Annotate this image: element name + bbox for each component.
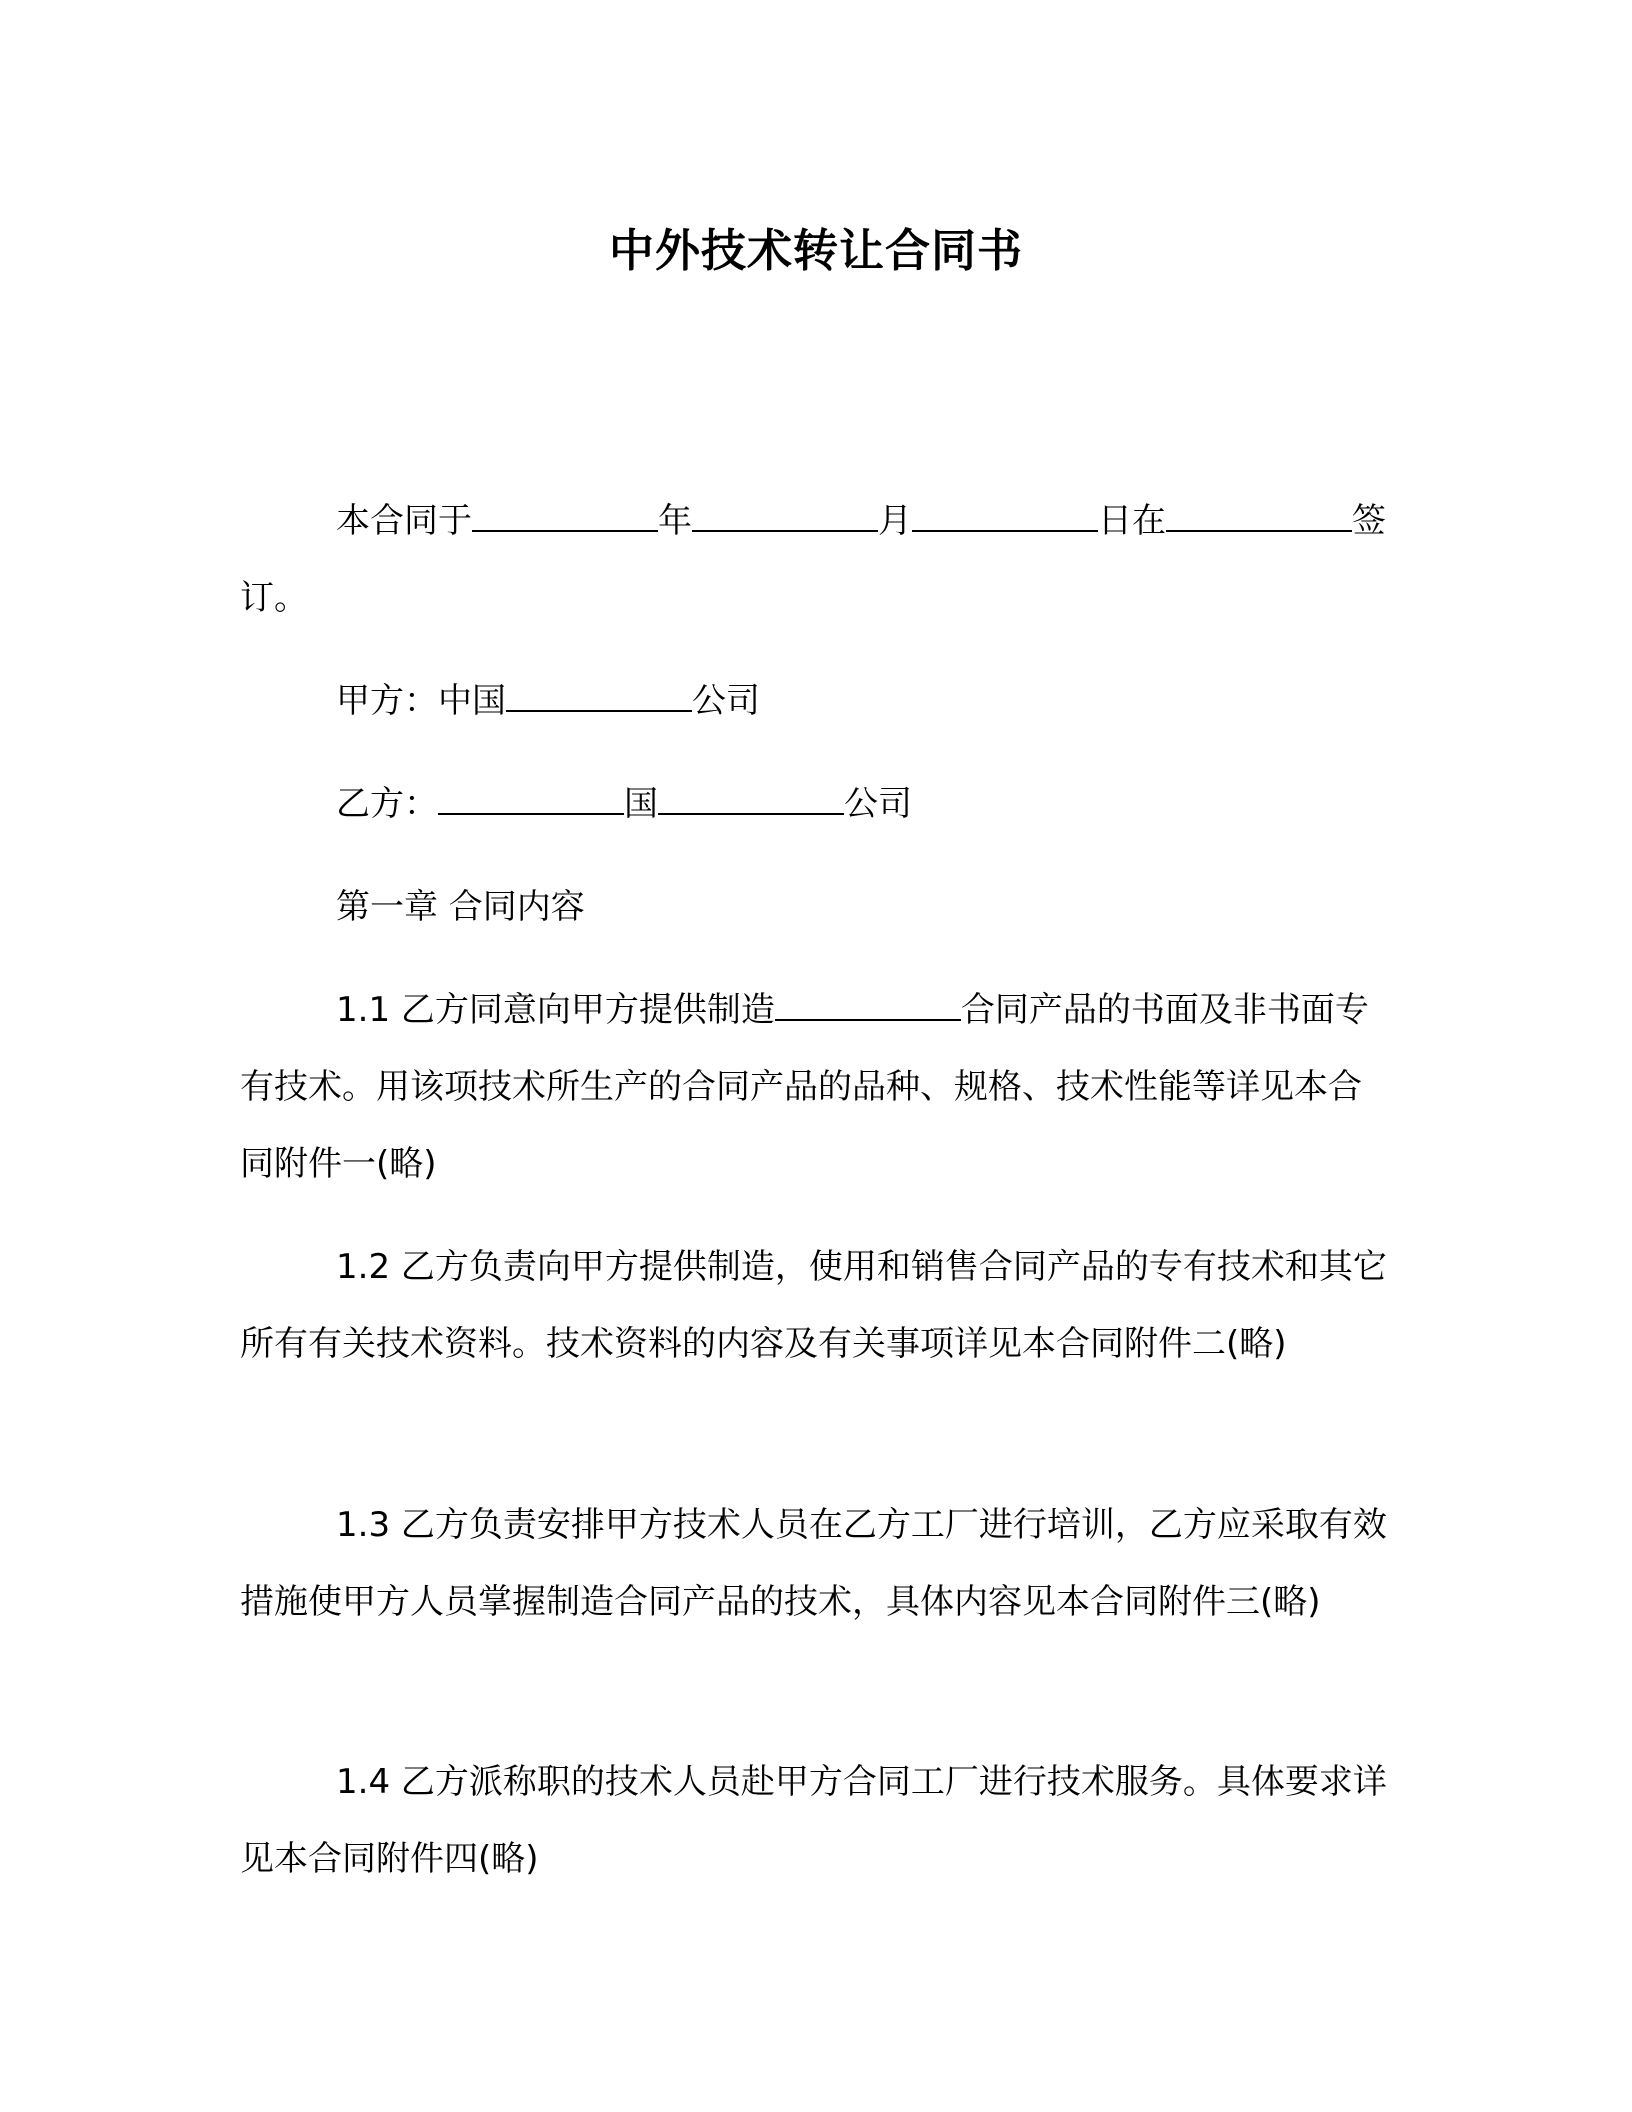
party-b-suffix: 公司 xyxy=(844,784,912,824)
party-b-country-blank xyxy=(438,785,624,815)
clause-1-1 xyxy=(240,972,1392,1203)
party-b-country-label: 国 xyxy=(624,784,658,824)
signing-suffix: 签订。 xyxy=(240,501,1386,618)
signing-month-label: 月 xyxy=(878,501,912,541)
clause-1-3: 1.3 乙方负责安排甲方技术人员在乙方工厂进行培训，乙方应采取有效措施使甲方人员掌握制造合同产品的技术，具体内容见本合同附件三(略) xyxy=(240,1505,1387,1622)
clause-1-1-prefix: 1.1 乙方同意向甲方提供制造 xyxy=(336,990,775,1030)
party-a-line xyxy=(336,663,760,740)
party-b-prefix: 乙方： xyxy=(336,784,438,824)
signing-month-blank xyxy=(692,502,878,532)
signing-day-at-label: 日在 xyxy=(1098,501,1166,541)
party-a-prefix: 甲方：中国 xyxy=(336,681,506,721)
signing-statement xyxy=(240,483,1392,637)
party-b-line xyxy=(336,766,912,843)
chapter-1-heading: 第一章 合同内容 xyxy=(336,887,585,927)
signing-prefix: 本合同于 xyxy=(336,501,472,541)
clause-1-1-blank xyxy=(775,991,961,1021)
signing-day-blank xyxy=(912,502,1098,532)
party-b-name-blank xyxy=(658,785,844,815)
clause-1-4: 1.4 乙方派称职的技术人员赴甲方合同工厂进行技术服务。具体要求详见本合同附件四(略) xyxy=(240,1762,1387,1879)
clause-1-1-suffix: 合同产品的书面及非书面专有技术。用该项技术所生产的合同产品的品种、规格、技术性能等详见本合同附件一(略) xyxy=(240,990,1369,1184)
clause-1-2: 1.2 乙方负责向甲方提供制造，使用和销售合同产品的专有技术和其它所有有关技术资料。技术资料的内容及有关事项详见本合同附件二(略) xyxy=(240,1247,1387,1364)
party-a-suffix: 公司 xyxy=(692,681,760,721)
signing-year-label: 年 xyxy=(658,501,692,541)
document-title: 中外技术转让合同书 xyxy=(608,224,1023,277)
party-a-name-blank xyxy=(506,682,692,712)
signing-place-blank xyxy=(1166,502,1352,532)
signing-year-blank xyxy=(472,502,658,532)
